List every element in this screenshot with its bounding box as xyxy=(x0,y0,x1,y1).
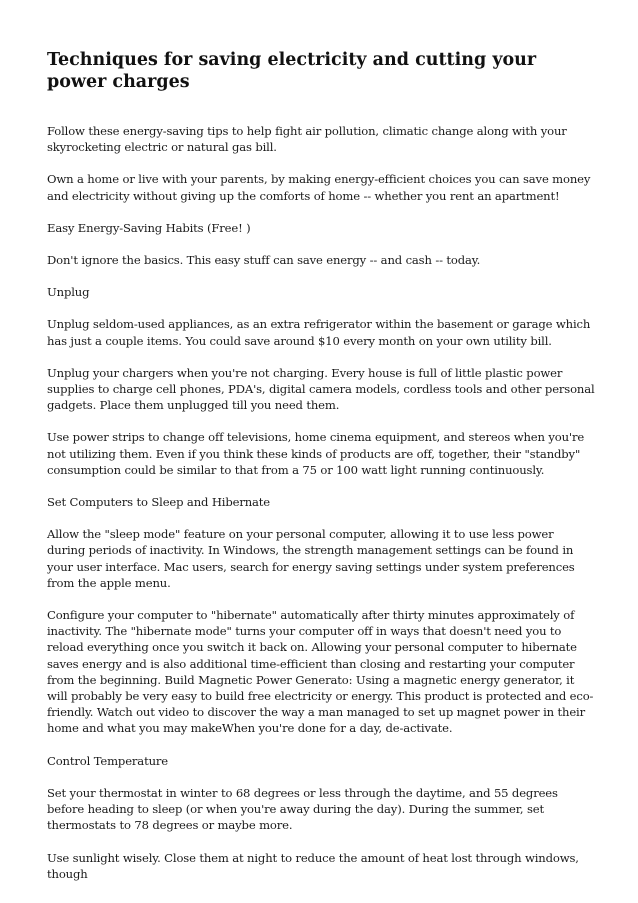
paragraph-unplug-chargers: Unplug your chargers when you're not charging. Every house is full of little plastic power supplies to charge cell phones, PDA's, digital camera models, cordless tools and other personal gadgets. Place them unplugged till you need them. xyxy=(47,365,595,413)
section-heading-easy-habits: Easy Energy-Saving Habits (Free! ) xyxy=(47,220,251,235)
paragraph-intro: Follow these energy-saving tips to help fight air pollution, climatic change along with your skyrocketing electric or natural gas bill. xyxy=(47,124,567,155)
paragraph-home: Own a home or live with your parents, by making energy-efficient choices you can save money and electricity without giving up the comforts of home -- whether you rent an apartment! xyxy=(47,172,591,203)
section-heading-control-temperature: Control Temperature xyxy=(47,753,168,768)
section-heading-unplug: Unplug xyxy=(47,285,90,300)
section-heading-sleep-hibernate: Set Computers to Sleep and Hibernate xyxy=(47,495,271,510)
paragraph-power-strips: Use power strips to change off televisions, home cinema equipment, and stereos when you're not utilizing them. Even if you think these kinds of products are off, together, their "standby" consumption could be similar to that from a 75 or 100 watt light running continuously. xyxy=(47,430,585,477)
paragraph-basics: Don't ignore the basics. This easy stuff can save energy -- and cash -- today. xyxy=(47,253,481,268)
document-title: Techniques for saving electricity and cutting your power charges xyxy=(47,50,537,92)
paragraph-unplug-appliances: Unplug seldom-used appliances, as an extra refrigerator within the basement or garage which has just a couple items. You could save around $10 every month on your own utility bill. xyxy=(47,317,591,348)
paragraph-sleep-mode: Allow the "sleep mode" feature on your personal computer, allowing it to use less power during periods of inactivity. In Windows, the strength management settings can be found in your user interface. Mac users, search for energy saving settings under system preferences from the apple menu. xyxy=(47,527,575,590)
document-content xyxy=(47,49,595,898)
paragraph-sunlight: Use sunlight wisely. Close them at night to reduce the amount of heat lost through windows, though xyxy=(47,850,579,881)
paragraph-hibernate: Configure your computer to "hibernate" automatically after thirty minutes approximately of inactivity. The "hibernate mode" turns your computer off in ways that doesn't need you to reload everything once you switch it back on. Allowing your personal computer to hibernate saves energy and is also additional time-efficient than closing and restarting your computer from the beginning. Build Magnetic Power Generato: Using a magnetic energy generator, it will probably be very easy to build free electricity or energy. This product is protected and eco-friendly. Watch out video to discover the way a man managed to set up magnet power in their home and what you may makeWhen you're done for a day, de-activate. xyxy=(47,608,594,736)
paragraph-thermostat: Set your thermostat in winter to 68 degrees or less through the daytime, and 55 degrees before heading to sleep (or when you're away during the day). During the summer, set thermostats to 78 degrees or maybe more. xyxy=(47,785,558,833)
